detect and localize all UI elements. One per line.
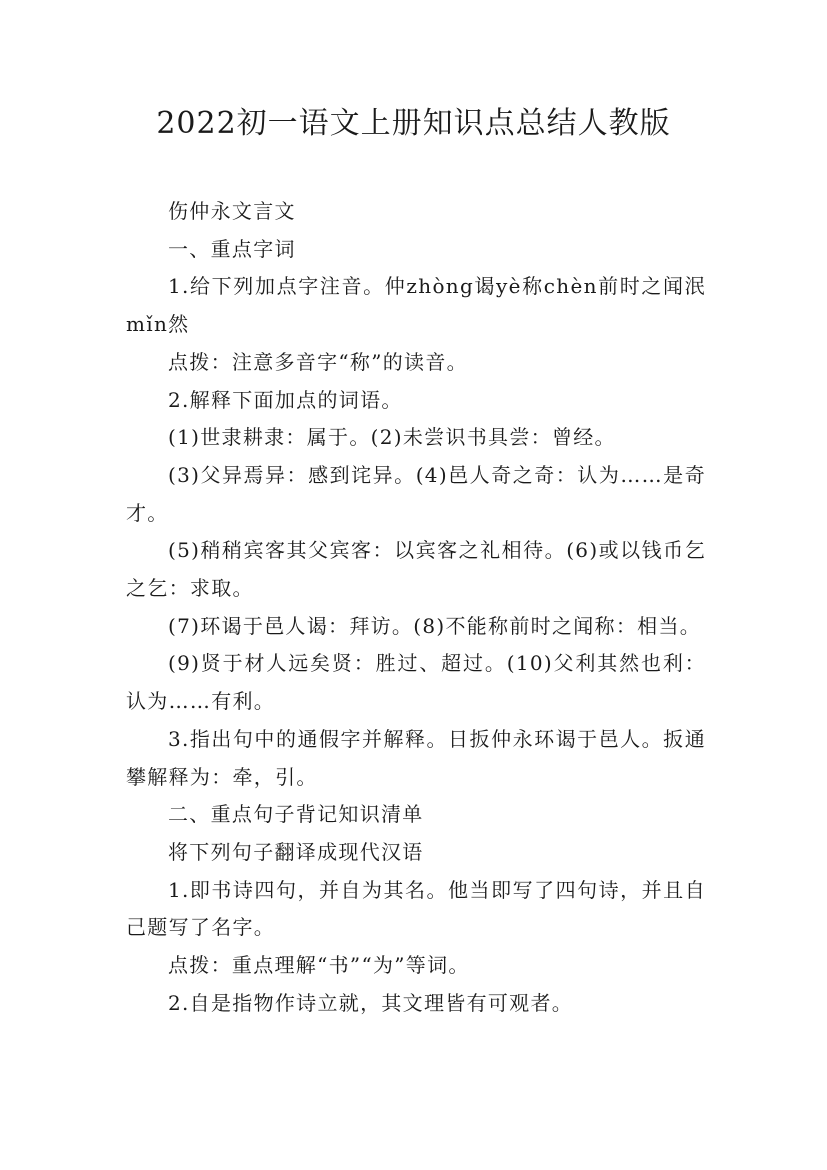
section-heading-text-title: 伤仲永文言文 — [168, 199, 296, 223]
answer-item-9-10: (9)贤于材人远矣贤：胜过、超过。(10)父利其然也利：认为……有利。 — [126, 651, 706, 714]
question-3-loan-characters: 3.指出句中的通假字并解释。日扳仲永环谒于邑人。扳通攀解释为：牵，引。 — [126, 726, 706, 789]
section-heading-key-sentences: 二、重点句子背记知识清单 — [168, 802, 424, 827]
answer-item-5-6: (5)稍稍宾客其父宾客：以宾客之礼相待。(6)或以钱币乞之乞：求取。 — [126, 538, 706, 601]
section-heading-key-words: 一、重点字词 — [168, 236, 296, 261]
document-body — [126, 193, 706, 1022]
sentence-1-translation: 1.即书诗四句，并自为其名。他当即写了四句诗，并且自己题写了名字。 — [126, 877, 706, 940]
question-1-pronunciation: 1.给下列加点字注音。仲zhòng谒yè称chèn前时之闻泯mǐn然 — [126, 274, 706, 337]
translation-instruction: 将下列句子翻译成现代汉语 — [168, 839, 424, 864]
tip-2: 点拨：重点理解“书”“为”等词。 — [168, 953, 470, 978]
answer-item-7-8: (7)环谒于邑人谒：拜访。(8)不能称前时之闻称：相当。 — [168, 613, 702, 638]
question-2-explain-words: 2.解释下面加点的词语。 — [168, 387, 403, 412]
document-title: 2022初一语文上册知识点总结人教版 — [156, 106, 671, 141]
answer-item-1-2: (1)世隶耕隶：属于。(2)未尝识书具尝：曾经。 — [168, 425, 616, 450]
sentence-2: 2.自是指物作诗立就，其文理皆有可观者。 — [168, 990, 574, 1015]
answer-item-3-4: (3)父异焉异：感到诧异。(4)邑人奇之奇：认为……是奇才。 — [126, 462, 706, 525]
tip-1: 点拨：注意多音字“称”的读音。 — [168, 349, 468, 374]
